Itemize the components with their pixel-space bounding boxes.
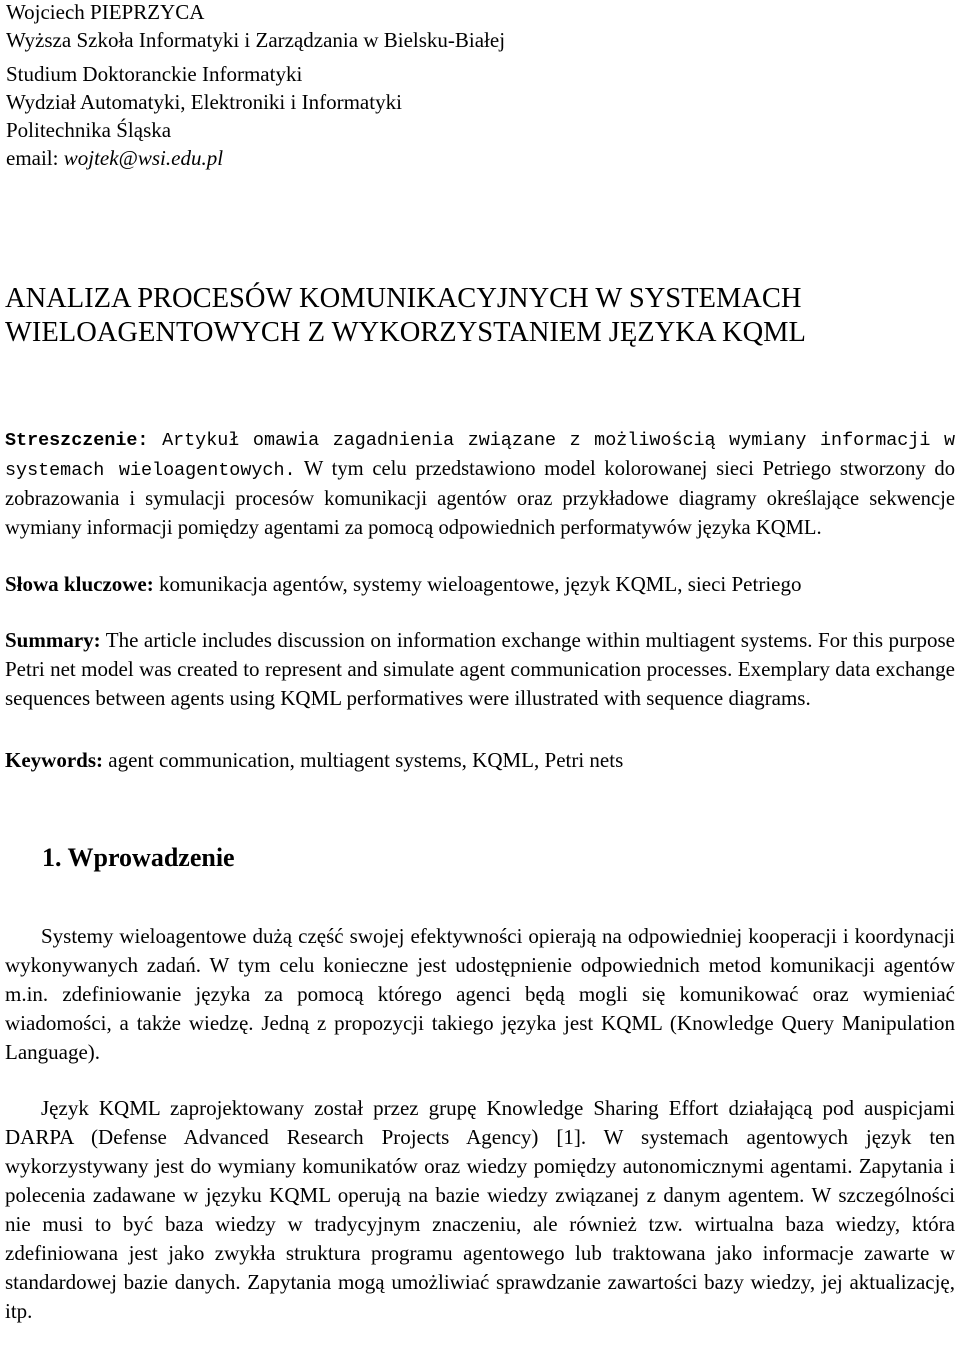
abstract-pl-text-mono: Artykuł omawia zagadnienia związane z możliwością wymiany informacji w systemach wieloagentowych.	[5, 430, 955, 481]
keywords-en	[5, 746, 955, 775]
paper-title-line-1: ANALIZA PROCESÓW KOMUNIKACYJNYCH W SYSTEMACH	[5, 283, 802, 314]
abstract-pl-label: Streszczenie:	[5, 430, 149, 451]
summary-text: The article includes discussion on information exchange within multiagent systems. For this purpose Petri net model was created to represent and simulate agent communication processes. Exemplary data exchange sequences between agents using KQML performatives were illustrated with sequence diagrams.	[5, 628, 955, 710]
affiliation-line: Studium Doktoranckie Informatyki	[6, 62, 303, 86]
section-heading: 1. Wprowadzenie	[42, 843, 235, 872]
abstract-pl	[5, 425, 955, 543]
author-name: Wojciech PIEPRZYCA	[6, 0, 205, 24]
keywords-en-label: Keywords:	[5, 748, 103, 772]
keywords-pl-text: komunikacja agentów, systemy wieloagentowe, język KQML, sieci Petriego	[153, 572, 802, 596]
keywords-pl-label: Słowa kluczowe:	[5, 572, 154, 596]
affiliation-line: Wydział Automatyki, Elektroniki i Informatyki	[6, 90, 402, 114]
keywords-pl	[5, 570, 955, 599]
keywords-en-text: agent communication, multiagent systems, KQML, Petri nets	[103, 748, 624, 772]
abstract-pl-text: W tym celu przedstawiono model kolorowanej sieci Petriego stworzony do zobrazowania i symulacji procesów komunikacji agentów oraz przykładowe diagramy określające sekwencje wymiany informacji pomiędzy agentami za pomocą odpowiednich performatywów języka KQML.	[5, 458, 955, 539]
body-paragraph: Systemy wieloagentowe dużą część swojej efektywności opierają na odpowiedniej kooperacji i koordynacji wykonywanych zadań. W tym celu konieczne jest udostępnienie odpowiednich metod komunikacji agentów m.in. zdefiniowanie języka za pomocą którego agenci będą mogli się komunikować oraz wymieniać wiadomości, a także wiedzę. Jedną z propozycji takiego języka jest KQML (Knowledge Query Manipulation Language).	[5, 924, 955, 1064]
email-label: email:	[6, 146, 64, 170]
body-paragraph: Język KQML zaprojektowany został przez grupę Knowledge Sharing Effort działającą pod auspicjami DARPA (Defense Advanced Research Projects Agency) [1]. W systemach agentowych język ten wykorzystywany jest do wymiany komunikatów oraz wiedzy pomiędzy autonomicznymi agentami. Zapytania i polecenia zadawane w języku KQML operują na bazie wiedzy związanej z danym agentem. W szczególności nie musi to być baza wiedzy w tradycyjnym znaczeniu, ale również tzw. wirtualna baza wiedzy, która zdefiniowana jest jako zwykła struktura programu agentowego lub traktowana jako informacje zawarte w standardowej bazie danych. Zapytania mogą umożliwiać sprawdzanie zawartości bazy wiedzy, jej aktualizację, itp.	[5, 1096, 955, 1323]
affiliation-line: Wyższa Szkoła Informatyki i Zarządzania w Bielsku-Białej	[6, 28, 506, 52]
affiliation-line: Politechnika Śląska	[6, 118, 172, 142]
paper-title-line-2: WIELOAGENTOWYCH Z WYKORZYSTANIEM JĘZYKA KQML	[5, 317, 806, 348]
summary-en	[5, 626, 955, 713]
email-line	[6, 146, 223, 170]
email-link[interactable]: wojtek@wsi.edu.pl	[63, 146, 224, 170]
summary-label: Summary:	[5, 628, 101, 652]
